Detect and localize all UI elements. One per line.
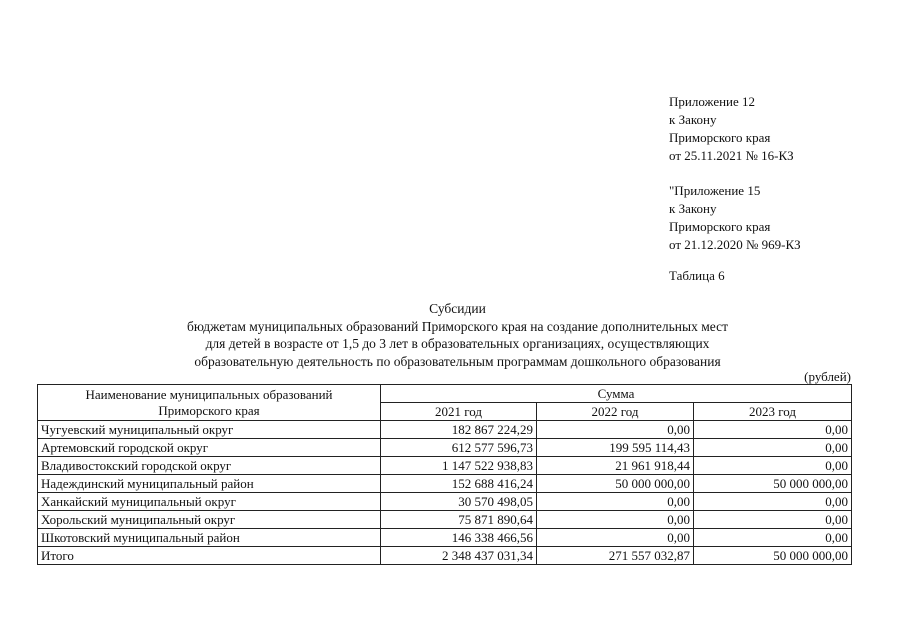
amount-2021: 182 867 224,29 (381, 421, 537, 439)
amount-2022: 21 961 918,44 (537, 457, 694, 475)
table-row (38, 421, 852, 439)
title-line: образовательную деятельность по образовательным программам дошкольного образования (194, 353, 721, 369)
total-2023: 50 000 000,00 (694, 547, 852, 565)
amount-2021: 152 688 416,24 (381, 475, 537, 493)
amount-2023: 50 000 000,00 (694, 475, 852, 493)
appendix-line: от 21.12.2020 № 969-КЗ (669, 237, 801, 252)
document-title (30, 300, 885, 370)
year-header: 2021 год (381, 403, 537, 421)
amount-2023: 0,00 (694, 457, 852, 475)
sum-header: Сумма (381, 385, 852, 403)
table-row (38, 529, 852, 547)
amount-2021: 612 577 596,73 (381, 439, 537, 457)
municipality-name: Шкотовский муниципальный район (38, 529, 381, 547)
appendix-line: к Закону (669, 112, 717, 127)
title-line: бюджетам муниципальных образований Приморского края на создание дополнительных мест (187, 318, 728, 334)
municipality-name: Хорольский муниципальный округ (38, 511, 381, 529)
table-row (38, 511, 852, 529)
year-header: 2022 год (537, 403, 694, 421)
amount-2022: 0,00 (537, 421, 694, 439)
title-line: Субсидии (429, 301, 486, 316)
amount-2023: 0,00 (694, 439, 852, 457)
header-text: Приморского края (158, 402, 260, 418)
appendix-line: к Закону (669, 201, 717, 216)
amount-2021: 1 147 522 938,83 (381, 457, 537, 475)
total-2021: 2 348 437 031,34 (381, 547, 537, 565)
amount-2023: 0,00 (694, 493, 852, 511)
amount-2021: 75 871 890,64 (381, 511, 537, 529)
amount-2023: 0,00 (694, 529, 852, 547)
title-line: для детей в возрасте от 1,5 до 3 лет в образовательных организациях, осуществляющих (205, 336, 710, 351)
appendix-header (669, 93, 801, 254)
amount-2023: 0,00 (694, 421, 852, 439)
amount-2021: 146 338 466,56 (381, 529, 537, 547)
total-label: Итого (38, 547, 381, 565)
col-name-header (38, 385, 381, 421)
appendix-line: Приморского края (669, 130, 771, 145)
amount-2023: 0,00 (694, 511, 852, 529)
amount-2022: 0,00 (537, 493, 694, 511)
table-row (38, 493, 852, 511)
total-2022: 271 557 032,87 (537, 547, 694, 565)
municipality-name: Ханкайский муниципальный округ (38, 493, 381, 511)
municipality-name: Надеждинский муниципальный район (38, 475, 381, 493)
table-row (38, 475, 852, 493)
table-label: Таблица 6 (669, 268, 725, 283)
year-header: 2023 год (694, 403, 852, 421)
appendix-line: от 25.11.2021 № 16-КЗ (669, 148, 794, 163)
header-text: Наименование муниципальных образований (85, 386, 333, 402)
total-row (38, 547, 852, 565)
amount-2022: 50 000 000,00 (537, 475, 694, 493)
municipality-name: Владивостокский городской округ (38, 457, 381, 475)
amount-2022: 0,00 (537, 529, 694, 547)
municipality-name: Артемовский городской округ (38, 439, 381, 457)
subsidies-table (37, 384, 852, 565)
appendix-line: Приморского края (669, 219, 771, 234)
appendix-line: Приложение 12 (669, 94, 756, 109)
table-row (38, 439, 852, 457)
amount-2022: 199 595 114,43 (537, 439, 694, 457)
table-row (38, 457, 852, 475)
amount-2021: 30 570 498,05 (381, 493, 537, 511)
units-label: (рублей) (804, 369, 851, 384)
amount-2022: 0,00 (537, 511, 694, 529)
municipality-name: Чугуевский муниципальный округ (38, 421, 381, 439)
appendix-line: "Приложение 15 (669, 183, 761, 198)
